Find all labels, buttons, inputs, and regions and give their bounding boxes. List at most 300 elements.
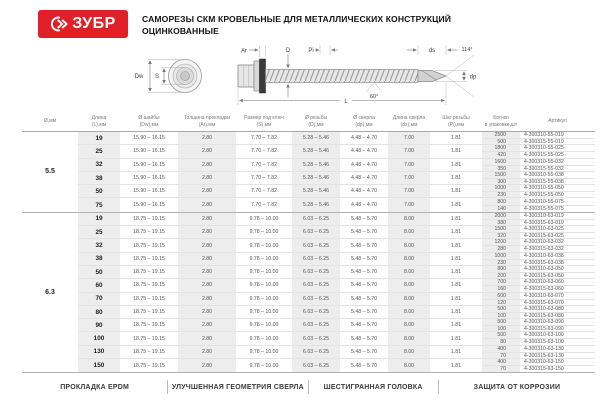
pack-qty-cell	[482, 253, 520, 265]
length-cell: 25	[78, 145, 120, 157]
gasket-thickness-cell: 2.80	[178, 319, 236, 331]
length-cell: 100	[78, 332, 120, 344]
thread-diameter-cell: 6.03 – 6.25	[292, 359, 340, 372]
col-header-key-size: Размер под ключ (S),мм	[244, 115, 284, 128]
drill-length-cell: 8.00	[388, 226, 430, 238]
article-small-pack: 4-300315-63-038	[524, 259, 564, 266]
pack-qty-small: 140	[497, 205, 506, 212]
length-cell: 130	[78, 346, 120, 358]
length-cell: 90	[78, 319, 120, 331]
thread-pitch-cell: 1.81	[450, 348, 462, 355]
drill-length-cell: 8.00	[388, 253, 430, 265]
drill-diameter-cell: 5.48 – 5.70	[351, 215, 377, 222]
dim-label-pi: Pi	[308, 48, 314, 54]
feature-corrosion-protection: ЗАЩИТА ОТ КОРРОЗИИ	[438, 380, 595, 394]
article-small-pack: 4-300315-63-080	[524, 312, 564, 319]
drill-length-cell: 7.00	[388, 172, 430, 184]
length-cell: 75	[78, 198, 120, 211]
table-row	[78, 279, 595, 292]
pack-qty-small: 100	[497, 326, 506, 333]
length-cell: 150	[78, 359, 120, 372]
key-size-cell: 9.78 – 10.00	[249, 242, 279, 249]
drill-length-cell: 8.00	[388, 332, 430, 344]
dim-label-l: L	[344, 99, 348, 105]
article-small-pack: 4-300315-55-032	[524, 165, 564, 172]
thread-diameter-cell: 6.03 – 6.25	[292, 279, 340, 291]
thread-diameter-cell: 6.03 – 6.25	[292, 253, 340, 265]
thread-diameter-cell: 6.03 – 6.25	[292, 346, 340, 358]
thread-pitch-cell: 1.81	[450, 282, 462, 289]
pack-qty-cell	[482, 306, 520, 318]
drill-diameter-cell: 4.48 – 4.70	[351, 148, 377, 155]
gasket-thickness-cell: 2.80	[178, 279, 236, 291]
pack-qty-large: 1500	[482, 172, 520, 179]
key-size-cell: 7.70 – 7.82	[251, 135, 277, 142]
pack-qty-small: 70	[500, 352, 506, 359]
diameter-cell: 6.3	[45, 289, 55, 297]
washer-diameter-cell: 18.75 – 19.15	[133, 362, 165, 369]
key-size-cell: 9.78 – 10.00	[249, 335, 279, 342]
key-size-cell: 9.78 – 10.00	[249, 229, 279, 236]
article-small-pack: 4-300315-55-025	[524, 152, 564, 159]
article-large-pack: 4-300310-63-060	[520, 279, 595, 286]
drill-length-cell: 8.00	[388, 359, 430, 372]
dim-label-114: 114°	[461, 47, 473, 53]
article-large-pack: 4-300310-63-150	[520, 359, 595, 366]
gasket-thickness-cell: 2.80	[178, 159, 236, 171]
pack-qty-large: 1500	[482, 226, 520, 233]
pack-qty-cell	[482, 266, 520, 278]
length-cell: 38	[78, 253, 120, 265]
dim-label-ds: ds	[428, 48, 436, 54]
table-row	[78, 359, 595, 372]
drill-length-cell: 8.00	[388, 279, 430, 291]
article-large-pack: 4-300310-55-032	[520, 159, 595, 166]
key-size-cell: 9.78 – 10.00	[249, 295, 279, 302]
table-row	[78, 266, 595, 279]
article-small-pack: 4-300315-63-032	[524, 246, 564, 253]
article-large-pack: 4-300310-55-019	[520, 132, 595, 139]
key-size-cell: 7.70 – 7.82	[251, 148, 277, 155]
table-row	[78, 332, 595, 345]
pack-qty-cell	[482, 359, 520, 372]
article-cell	[520, 132, 595, 144]
drill-diameter-cell: 5.48 – 5.70	[351, 348, 377, 355]
pack-qty-large: 500	[482, 319, 520, 326]
table-body	[22, 132, 595, 373]
article-cell	[520, 198, 595, 211]
thread-pitch-cell: 1.81	[450, 255, 462, 262]
thread-pitch-cell: 1.81	[450, 161, 462, 168]
pack-qty-small: 320	[497, 233, 506, 240]
table-row	[78, 346, 595, 359]
col-header-article: Артикул	[548, 118, 567, 125]
pack-qty-small: 100	[497, 312, 506, 319]
thread-pitch-cell: 1.81	[450, 135, 462, 142]
pack-qty-cell	[482, 279, 520, 291]
screw-front-view	[135, 60, 202, 93]
thread-pitch-cell: 1.81	[450, 229, 462, 236]
pack-qty-cell	[482, 319, 520, 331]
length-cell: 60	[78, 279, 120, 291]
washer-diameter-cell: 18.75 – 19.15	[133, 335, 165, 342]
table-row	[78, 319, 595, 332]
washer-diameter-cell: 18.75 – 19.15	[133, 295, 165, 302]
pack-qty-large: 2000	[482, 213, 520, 220]
pack-qty-large: 1000	[482, 253, 520, 260]
table-row	[78, 185, 595, 198]
drill-length-cell: 8.00	[388, 293, 430, 305]
article-cell	[520, 213, 595, 225]
thread-pitch-cell: 1.81	[450, 335, 462, 342]
article-cell	[520, 266, 595, 278]
pack-qty-cell	[482, 145, 520, 157]
dim-label-ar: Ar	[241, 48, 247, 55]
thread-diameter-cell: 6.03 – 6.25	[292, 213, 340, 225]
drill-length-cell: 8.00	[388, 213, 430, 225]
drill-length-cell: 7.00	[388, 159, 430, 171]
thread-pitch-cell: 1.81	[450, 202, 462, 209]
page-title	[142, 13, 451, 37]
pack-qty-cell	[482, 213, 520, 225]
article-large-pack: 4-300310-63-032	[520, 239, 595, 246]
length-cell: 50	[78, 185, 120, 197]
article-cell	[520, 306, 595, 318]
article-cell	[520, 172, 595, 184]
pack-qty-cell	[482, 185, 520, 197]
washer-diameter-cell: 18.75 – 19.15	[133, 269, 165, 276]
col-header-pack-qty: Кол-во в упаковке,шт	[484, 115, 518, 128]
key-size-cell: 9.78 – 10.00	[249, 362, 279, 369]
pack-qty-large: 1200	[482, 239, 520, 246]
drill-length-cell: 7.00	[388, 198, 430, 211]
washer-diameter-cell: 15.90 – 16.15	[133, 135, 165, 142]
col-header-drill-diameter: Ø сверла (dp),мм	[353, 115, 375, 128]
pack-qty-cell	[482, 293, 520, 305]
screw-technical-drawing	[130, 42, 490, 110]
drill-diameter-cell: 4.48 – 4.70	[351, 175, 377, 182]
gasket-thickness-cell: 2.80	[178, 239, 236, 251]
pack-qty-large: 400	[482, 359, 520, 366]
brand-logo	[38, 10, 128, 38]
table-row	[78, 239, 595, 252]
article-small-pack: 4-300315-63-060	[524, 286, 564, 293]
pack-qty-large: 800	[482, 266, 520, 273]
thread-pitch-cell: 1.81	[450, 322, 462, 329]
length-cell: 25	[78, 226, 120, 238]
article-large-pack: 4-300310-63-090	[520, 319, 595, 326]
thread-pitch-cell: 1.81	[450, 295, 462, 302]
key-size-cell: 7.70 – 7.82	[251, 202, 277, 209]
gasket-thickness-cell: 2.80	[178, 359, 236, 372]
washer-diameter-cell: 18.75 – 19.15	[133, 282, 165, 289]
length-cell: 70	[78, 293, 120, 305]
drill-diameter-cell: 5.48 – 5.70	[351, 255, 377, 262]
pack-qty-large: 700	[482, 279, 520, 286]
threaded-shank	[266, 70, 419, 83]
gasket-thickness-cell: 2.80	[178, 253, 236, 265]
table-row	[78, 145, 595, 158]
thread-diameter-cell: 5.28 – 5.46	[292, 185, 340, 197]
pack-qty-cell	[482, 239, 520, 251]
article-cell	[520, 346, 595, 358]
key-size-cell: 9.78 – 10.00	[249, 348, 279, 355]
article-small-pack: 4-300315-55-038	[524, 178, 564, 185]
diameter-group	[22, 213, 595, 374]
thread-diameter-cell: 6.03 – 6.25	[292, 239, 340, 251]
pack-qty-large: 2500	[482, 132, 520, 139]
article-cell	[520, 226, 595, 238]
col-header-drill-length: Длина сверла (ds),мм	[392, 115, 426, 128]
thread-pitch-cell: 1.81	[450, 269, 462, 276]
dim-label-dw: Dw	[134, 74, 144, 80]
pack-qty-small: 70	[500, 366, 506, 373]
col-header-gasket-thickness: Толщина прокладки (Ar),мм	[183, 115, 231, 128]
table-row	[78, 253, 595, 266]
pack-qty-large: 800	[482, 198, 520, 205]
drill-diameter-cell: 5.48 – 5.70	[351, 282, 377, 289]
washer-diameter-cell: 18.75 – 19.15	[133, 215, 165, 222]
pack-qty-cell	[482, 159, 520, 171]
thread-pitch-cell: 1.81	[450, 309, 462, 315]
drill-point	[418, 71, 446, 82]
features-strip	[22, 376, 595, 398]
group-rows	[78, 132, 595, 212]
length-cell: 80	[78, 306, 120, 318]
gasket-thickness-cell: 2.80	[178, 306, 236, 318]
gasket-thickness-cell: 2.80	[178, 332, 236, 344]
table-row	[78, 226, 595, 239]
brand-name: ЗУБР	[72, 15, 116, 32]
article-cell	[520, 359, 595, 372]
gasket-thickness-cell: 2.80	[178, 172, 236, 184]
pack-qty-cell	[482, 332, 520, 344]
diameter-group	[22, 132, 595, 213]
article-small-pack: 4-300315-63-150	[524, 366, 564, 373]
drill-diameter-cell: 5.48 – 5.70	[351, 309, 377, 315]
pack-qty-small: 350	[497, 165, 506, 172]
drill-length-cell: 8.00	[388, 346, 430, 358]
thread-pitch-cell: 1.81	[450, 362, 462, 369]
drill-diameter-cell: 4.48 – 4.70	[351, 202, 377, 209]
article-large-pack: 4-300310-63-080	[520, 306, 595, 313]
table-row	[78, 198, 595, 211]
article-large-pack: 4-300310-63-130	[520, 346, 595, 353]
pack-qty-large: 1800	[482, 145, 520, 152]
key-size-cell: 9.78 – 10.00	[249, 322, 279, 329]
article-cell	[520, 279, 595, 291]
dim-label-s: S	[154, 74, 160, 80]
dim-label-d: D	[285, 48, 291, 54]
drill-diameter-cell: 4.48 – 4.70	[351, 135, 377, 142]
article-large-pack: 4-300310-55-038	[520, 172, 595, 179]
washer-diameter-cell: 18.75 – 19.15	[133, 255, 165, 262]
article-large-pack: 4-300310-55-025	[520, 145, 595, 152]
pack-qty-small: 380	[497, 219, 506, 226]
length-cell: 32	[78, 239, 120, 251]
article-large-pack: 4-300310-63-038	[520, 253, 595, 260]
table-row	[78, 172, 595, 185]
key-size-cell: 9.78 – 10.00	[249, 255, 279, 262]
gasket-thickness-cell: 2.80	[178, 266, 236, 278]
pack-qty-small: 160	[497, 286, 506, 293]
pack-qty-large: 1600	[482, 159, 520, 166]
pack-qty-small: 230	[497, 192, 506, 199]
thread-pitch-cell: 1.81	[450, 188, 462, 195]
pack-qty-small: 420	[497, 152, 506, 159]
article-large-pack: 4-300310-55-050	[520, 185, 595, 192]
table-row	[78, 293, 595, 306]
article-small-pack: 4-300315-55-075	[524, 205, 564, 212]
brand-arrow-icon	[50, 15, 68, 33]
drill-length-cell: 8.00	[388, 319, 430, 331]
key-size-cell: 9.78 – 10.00	[249, 269, 279, 276]
thread-diameter-cell: 6.03 – 6.25	[292, 226, 340, 238]
article-large-pack: 4-300310-63-070	[520, 293, 595, 300]
pack-qty-small: 500	[497, 139, 506, 145]
article-small-pack: 4-300315-63-100	[524, 339, 564, 346]
title-line-2: ОЦИНКОВАННЫЕ	[142, 26, 220, 37]
table-row	[78, 306, 595, 319]
washer-diameter-cell: 15.90 – 16.15	[133, 175, 165, 182]
gasket-thickness-cell: 2.80	[178, 226, 236, 238]
key-size-cell: 7.70 – 7.82	[251, 161, 277, 168]
article-large-pack: 4-300310-63-050	[520, 266, 595, 273]
gasket-thickness-cell: 2.80	[178, 198, 236, 211]
article-small-pack: 4-300315-63-070	[524, 299, 564, 306]
pack-qty-small: 280	[497, 246, 506, 253]
thread-diameter-cell: 6.03 – 6.25	[292, 306, 340, 318]
article-cell	[520, 159, 595, 171]
article-small-pack: 4-300315-63-025	[524, 233, 564, 240]
article-cell	[520, 293, 595, 305]
article-cell	[520, 145, 595, 157]
length-cell: 19	[78, 132, 120, 144]
title-line-1: САМОРЕЗЫ СКМ КРОВЕЛЬНЫЕ ДЛЯ МЕТАЛЛИЧЕСКИХ КОНСТРУКЦИЙ	[142, 14, 452, 24]
dim-label-dp: dp	[469, 74, 477, 81]
washer-diameter-cell: 15.90 – 16.15	[133, 148, 165, 155]
drill-length-cell: 7.00	[388, 132, 430, 144]
length-cell: 50	[78, 266, 120, 278]
article-cell	[520, 239, 595, 251]
table-header-row	[22, 112, 595, 132]
article-cell	[520, 185, 595, 197]
drill-diameter-cell: 4.48 – 4.70	[351, 161, 377, 168]
thread-pitch-cell: 1.81	[450, 148, 462, 155]
washer-diameter-cell: 18.75 – 19.15	[133, 322, 165, 329]
pack-qty-large: 1000	[482, 185, 520, 192]
table-row	[78, 159, 595, 172]
spec-table	[22, 112, 595, 373]
drill-diameter-cell: 5.48 – 5.70	[351, 242, 377, 249]
thread-diameter-cell: 5.28 – 5.46	[292, 172, 340, 184]
col-header-washer-diameter: Ø шайбы (Dw),мм	[138, 115, 160, 128]
dim-label-60: 60°	[369, 94, 379, 100]
article-small-pack: 4-300315-55-019	[524, 139, 564, 145]
pack-qty-cell	[482, 346, 520, 358]
gasket-thickness-cell: 2.80	[178, 346, 236, 358]
gasket-thickness-cell: 2.80	[178, 132, 236, 144]
article-small-pack: 4-300315-63-130	[524, 352, 564, 359]
gasket-thickness-cell: 2.80	[178, 145, 236, 157]
gasket-thickness-cell: 2.80	[178, 213, 236, 225]
thread-pitch-cell: 1.81	[450, 175, 462, 182]
article-large-pack: 4-300310-55-075	[520, 198, 595, 205]
thread-diameter-cell: 6.03 – 6.25	[292, 266, 340, 278]
pack-qty-cell	[482, 198, 520, 211]
drill-diameter-cell: 5.48 – 5.70	[351, 295, 377, 302]
article-cell	[520, 253, 595, 265]
washer-diameter-cell: 18.75 – 19.15	[133, 348, 165, 355]
pack-qty-cell	[482, 226, 520, 238]
washer-diameter-cell: 18.75 – 19.15	[133, 309, 165, 315]
thread-diameter-cell: 5.28 – 5.46	[292, 145, 340, 157]
drill-length-cell: 8.00	[388, 266, 430, 278]
col-header-thread-pitch: Шаг резьбы (Pi),мм	[442, 115, 470, 128]
length-cell: 19	[78, 213, 120, 225]
pack-qty-cell	[482, 132, 520, 144]
diameter-cell: 5.5	[45, 168, 55, 176]
group-rows	[78, 213, 595, 373]
washer-diameter-cell: 15.90 – 16.15	[133, 202, 165, 209]
article-cell	[520, 332, 595, 344]
feature-epdm-gasket: ПРОКЛАДКА EPDM	[60, 383, 130, 391]
washer-diameter-cell: 18.75 – 19.15	[133, 229, 165, 236]
table-row	[78, 213, 595, 226]
pack-qty-cell	[482, 172, 520, 184]
pack-qty-large: 600	[482, 293, 520, 300]
length-cell: 32	[78, 159, 120, 171]
pack-qty-large: 500	[482, 306, 520, 313]
feature-drill-geometry: УЛУЧШЕННАЯ ГЕОМЕТРИЯ СВЕРЛА	[167, 380, 307, 394]
article-cell	[520, 319, 595, 331]
col-header-length: Длина (L),мм	[91, 115, 107, 128]
article-large-pack: 4-300310-63-100	[520, 332, 595, 339]
key-size-cell: 7.70 – 7.82	[251, 188, 277, 195]
pack-qty-large: 400	[482, 346, 520, 353]
drill-diameter-cell: 5.48 – 5.70	[351, 322, 377, 329]
pack-qty-small: 230	[497, 259, 506, 266]
drill-diameter-cell: 5.48 – 5.70	[351, 269, 377, 276]
drill-length-cell: 7.00	[388, 185, 430, 197]
drill-diameter-cell: 5.48 – 5.70	[351, 362, 377, 369]
drill-length-cell: 8.00	[388, 239, 430, 251]
key-size-cell: 9.78 – 10.00	[249, 309, 279, 315]
col-header-diameter: Ø,мм	[43, 118, 57, 125]
pack-qty-small: 120	[497, 299, 506, 306]
feature-hex-head: ШЕСТИГРАННАЯ ГОЛОВКА	[308, 380, 438, 394]
key-size-cell: 9.78 – 10.00	[249, 215, 279, 222]
gasket-thickness-cell: 2.80	[178, 293, 236, 305]
thread-diameter-cell: 5.28 – 5.46	[292, 198, 340, 211]
col-header-thread-diameter: Ø резьбы (D),мм	[304, 115, 328, 128]
key-size-cell: 9.78 – 10.00	[249, 282, 279, 289]
article-small-pack: 4-300315-63-090	[524, 326, 564, 333]
thread-diameter-cell: 5.28 – 5.46	[292, 159, 340, 171]
thread-diameter-cell: 5.28 – 5.46	[292, 132, 340, 144]
gasket-thickness-cell: 2.80	[178, 185, 236, 197]
thread-pitch-cell: 1.81	[450, 215, 462, 222]
article-small-pack: 4-300315-55-050	[524, 192, 564, 199]
thread-diameter-cell: 6.03 – 6.25	[292, 332, 340, 344]
drill-diameter-cell: 5.48 – 5.70	[351, 229, 377, 236]
thread-diameter-cell: 6.03 – 6.25	[292, 293, 340, 305]
article-small-pack: 4-300315-63-019	[524, 219, 564, 226]
pack-qty-large: 500	[482, 332, 520, 339]
drill-diameter-cell: 5.48 – 5.70	[351, 335, 377, 342]
article-large-pack: 4-300310-63-019	[520, 213, 595, 220]
drill-length-cell: 8.00	[388, 306, 430, 318]
